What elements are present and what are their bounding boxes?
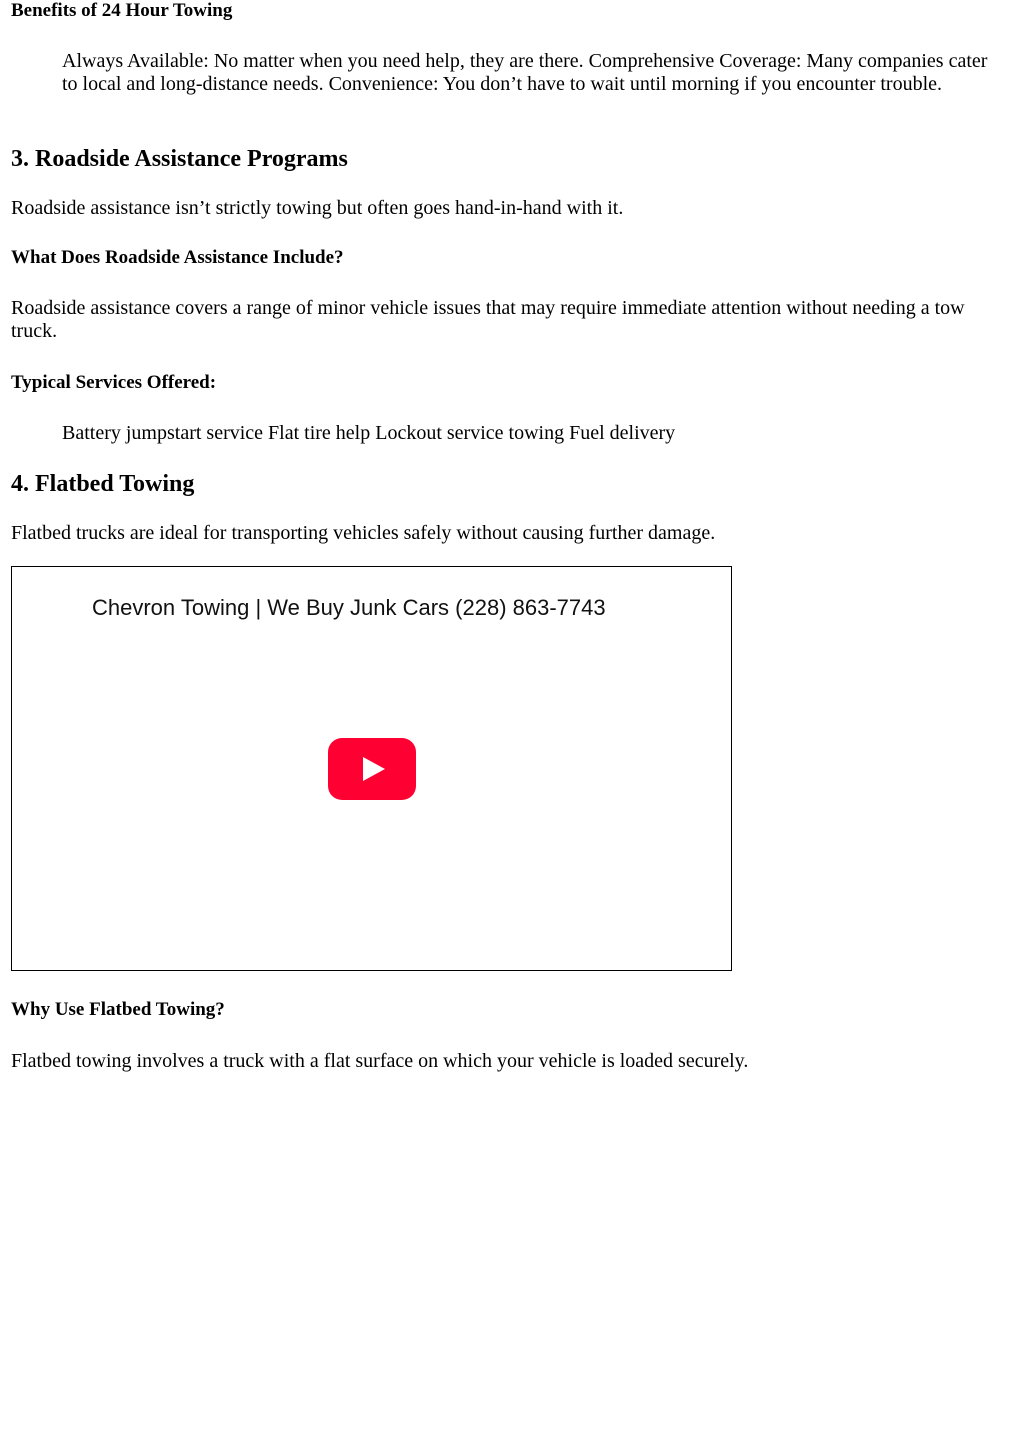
roadside-section-heading: 3. Roadside Assistance Programs [11, 146, 348, 172]
benefits-list-text: Always Available: No matter when you need help, they are there. Comprehensive Coverage: Many companies cater to local and long-distance needs. Convenience: You don’t have to wait until morning if you encounter trouble. [62, 50, 988, 95]
video-play-button[interactable] [328, 738, 416, 800]
typical-services-list-text: Battery jumpstart service Flat tire help Lockout service towing Fuel delivery [62, 422, 676, 444]
typical-services-heading: Typical Services Offered: [11, 372, 217, 393]
why-flatbed-paragraph: Flatbed towing involves a truck with a flat surface on which your vehicle is loaded securely. [11, 1050, 749, 1072]
roadside-description-paragraph: Roadside assistance covers a range of minor vehicle issues that may require immediate attention without needing a tow truck. [11, 297, 965, 342]
why-flatbed-heading: Why Use Flatbed Towing? [11, 999, 225, 1020]
benefits-heading: Benefits of 24 Hour Towing [11, 0, 233, 21]
flatbed-intro-paragraph: Flatbed trucks are ideal for transporting vehicles safely without causing further damage. [11, 522, 716, 544]
youtube-play-icon[interactable] [328, 738, 416, 800]
roadside-include-heading: What Does Roadside Assistance Include? [11, 247, 344, 268]
video-title[interactable]: Chevron Towing | We Buy Junk Cars (228) 863-7743 [92, 595, 606, 620]
roadside-intro-paragraph: Roadside assistance isn’t strictly towing but often goes hand-in-hand with it. [11, 197, 624, 219]
flatbed-section-heading: 4. Flatbed Towing [11, 471, 195, 497]
youtube-video-embed[interactable] [11, 566, 732, 971]
